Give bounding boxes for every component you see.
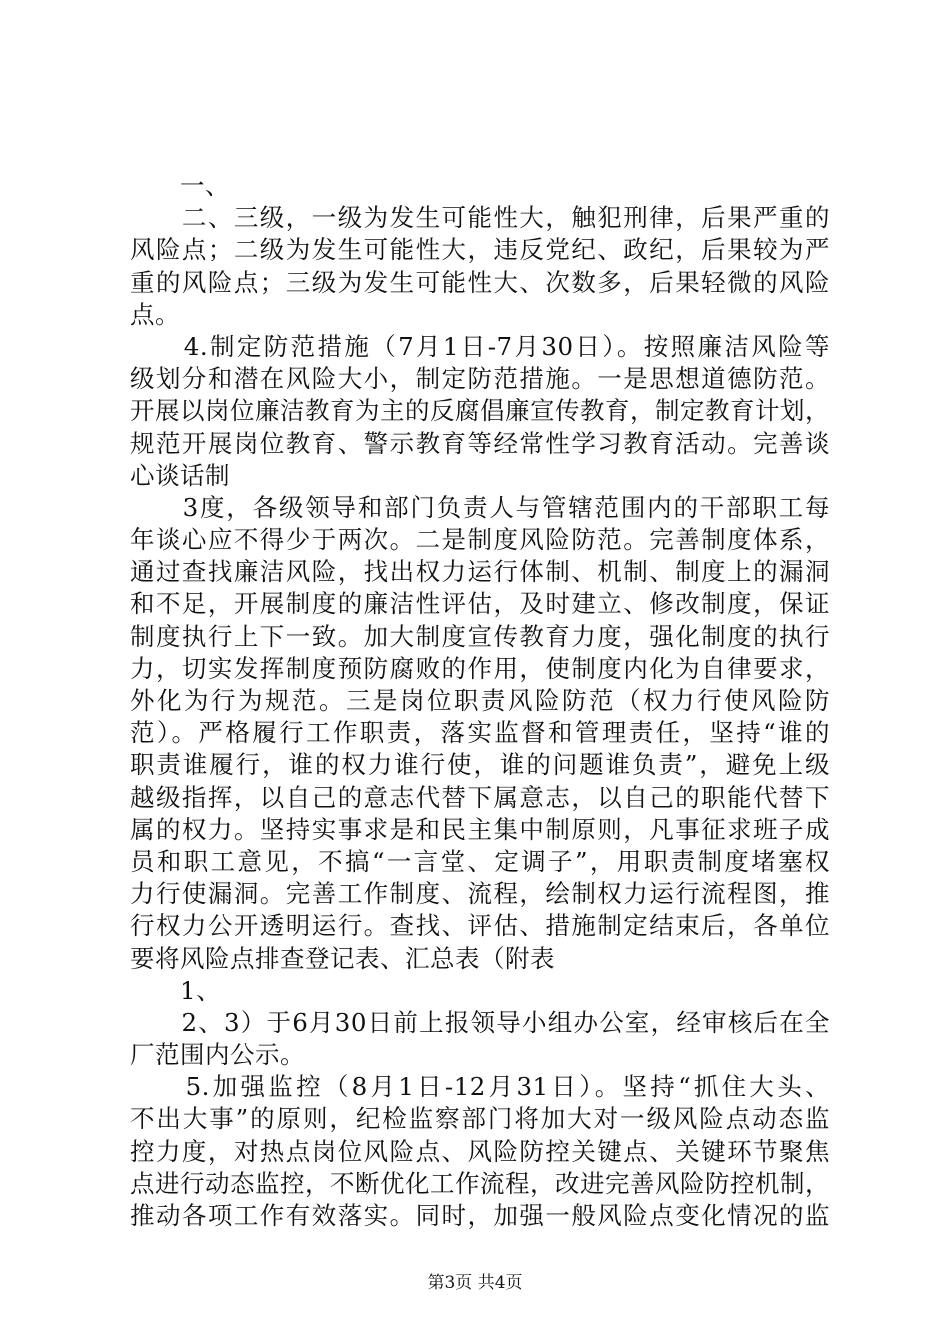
text-line: 通过查找廉洁风险，找出权力运行体制、机制、制度上的漏洞 — [130, 557, 830, 587]
text-line: 属的权力。坚持实事求是和民主集中制原则，凡事征求班子成 — [130, 814, 830, 844]
text-line: 和不足，开展制度的廉洁性评估，及时建立、修改制度，保证 — [130, 589, 830, 619]
text-line: 力行使漏洞。完善工作制度、流程，绘制权力运行流程图，推 — [130, 879, 830, 909]
text-line: 5.加强监控（8月1日-12月31日）。坚持“抓住大头、 — [130, 1072, 830, 1102]
text-line: 1、 — [130, 975, 222, 1005]
text-line: 开展以岗位廉洁教育为主的反腐倡廉宣传教育，制定教育计划， — [130, 396, 830, 426]
text-line: 职责谁履行，谁的权力谁行使，谁的问题谁负责”，避免上级 — [130, 750, 830, 780]
text-line: 不出大事”的原则，纪检监察部门将加大对一级风险点动态监 — [130, 1104, 830, 1134]
text-line: 越级指挥，以自己的意志代替下属意志，以自己的职能代替下 — [130, 782, 830, 812]
text-line: 力，切实发挥制度预防腐败的作用，使制度内化为自律要求， — [130, 653, 830, 683]
text-line: 4.制定防范措施（7月1日-7月30日）。按照廉洁风险等 — [130, 331, 830, 361]
text-line: 风险点；二级为发生可能性大，违反党纪、政纪，后果较为严 — [130, 235, 830, 265]
text-line: 厂范围内公示。 — [130, 1040, 305, 1070]
text-line: 3度，各级领导和部门负责人与管辖范围内的干部职工每 — [130, 492, 830, 522]
text-line: 范）。严格履行工作职责，落实监督和管理责任，坚持“谁的 — [130, 718, 830, 748]
text-line: 外化为行为规范。三是岗位职责风险防范（权力行使风险防 — [130, 686, 830, 715]
text-line: 重的风险点；三级为发生可能性大、次数多，后果轻微的风险 — [130, 267, 830, 297]
text-line: 制度执行上下一致。加大制度宣传教育力度，强化制度的执行 — [130, 621, 830, 651]
text-line: 心谈话制 — [130, 460, 230, 490]
text-line: 要将风险点排查登记表、汇总表（附表 — [130, 943, 555, 973]
text-line: 点。 — [130, 299, 180, 329]
text-line: 推动各项工作有效落实。同时，加强一般风险点变化情况的监 — [130, 1201, 830, 1230]
text-line: 2、3）于6月30日前上报领导小组办公室，经审核后在全 — [130, 1007, 830, 1037]
text-line: 规范开展岗位教育、警示教育等经常性学习教育活动。完善谈 — [130, 428, 830, 458]
text-line: 行权力公开透明运行。查找、评估、措施制定结束后，各单位 — [130, 911, 830, 941]
document-body — [130, 170, 830, 1232]
text-line: 点进行动态监控，不断优化工作流程，改进完善风险防控机制， — [130, 1168, 830, 1198]
text-line: 一、 — [130, 171, 230, 200]
text-line: 控力度，对热点岗位风险点、风险防控关键点、关键环节聚焦 — [130, 1136, 830, 1166]
text-line: 员和职工意见，不搞“一言堂、定调子”，用职责制度堵塞权 — [130, 846, 830, 876]
page-footer: 第3页 共4页 — [427, 1273, 523, 1293]
text-line: 级划分和潜在风险大小，制定防范措施。一是思想道德防范。 — [130, 364, 830, 394]
text-line: 二、三级，一级为发生可能性大，触犯刑律，后果严重的 — [130, 203, 830, 233]
text-line: 年谈心应不得少于两次。二是制度风险防范。完善制度体系， — [130, 525, 830, 555]
